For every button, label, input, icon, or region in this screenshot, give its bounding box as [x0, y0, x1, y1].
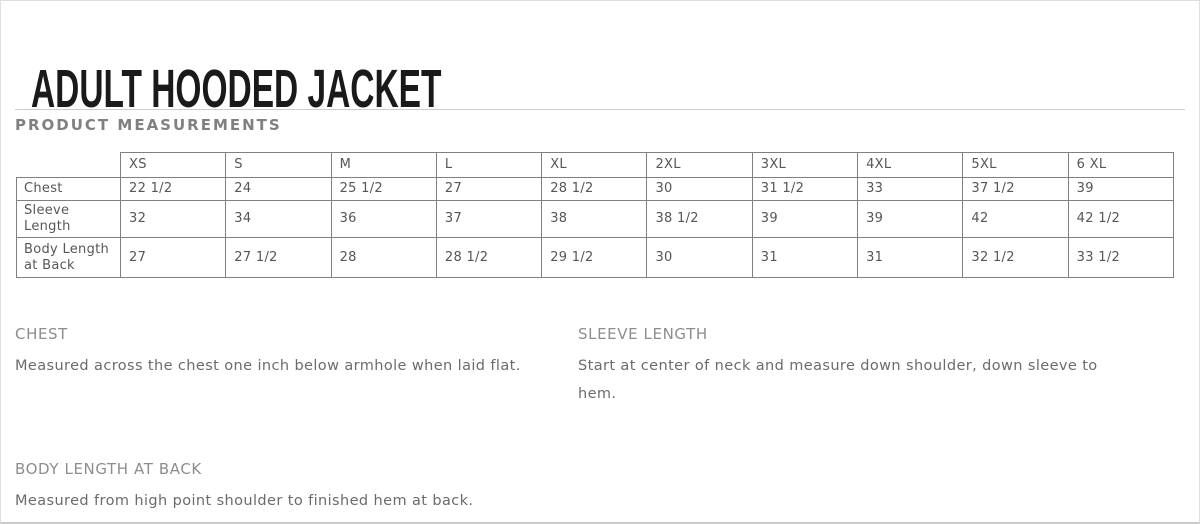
definition-text-chest: Measured across the chest one inch below armhole when laid flat. — [15, 358, 521, 374]
sleeve-value-m: 36 — [331, 201, 436, 238]
table-row-sleeve-length — [17, 201, 1174, 238]
definition-text-sleeve-length: Start at center of neck and measure down shoulder, down sleeve to hem. — [578, 358, 1098, 402]
definition-heading-body-length: BODY LENGTH AT BACK — [15, 460, 202, 478]
body-length-value-3xl: 31 — [752, 238, 857, 278]
chest-value-xs: 22 1/2 — [121, 178, 226, 201]
body-length-value-m: 28 — [331, 238, 436, 278]
size-header-5xl: 5XL — [963, 153, 1068, 178]
definition-body-length — [15, 460, 578, 515]
chest-value-l: 27 — [436, 178, 541, 201]
body-length-value-4xl: 31 — [858, 238, 963, 278]
sleeve-value-5xl: 42 — [963, 201, 1068, 238]
table-row-chest — [17, 178, 1174, 201]
chest-value-5xl: 37 1/2 — [963, 178, 1068, 201]
size-header-s: S — [226, 153, 331, 178]
sleeve-value-4xl: 39 — [858, 201, 963, 238]
table-corner-cell — [17, 153, 121, 178]
table-header-row — [17, 153, 1174, 178]
chest-value-xl: 28 1/2 — [542, 178, 647, 201]
definition-heading-sleeve-length: SLEEVE LENGTH — [578, 325, 708, 343]
sleeve-value-l: 37 — [436, 201, 541, 238]
body-length-value-xl: 29 1/2 — [542, 238, 647, 278]
sleeve-value-xs: 32 — [121, 201, 226, 238]
definition-sleeve-length — [578, 325, 1185, 408]
definition-chest — [15, 325, 578, 408]
chest-value-6xl: 39 — [1068, 178, 1173, 201]
definitions-empty-cell — [578, 408, 1185, 515]
body-length-value-s: 27 1/2 — [226, 238, 331, 278]
sleeve-value-3xl: 39 — [752, 201, 857, 238]
size-header-l: L — [436, 153, 541, 178]
sleeve-value-xl: 38 — [542, 201, 647, 238]
measurements-table — [16, 152, 1174, 278]
page-header — [31, 27, 1199, 120]
definition-text-body-length: Measured from high point shoulder to finished hem at back. — [15, 493, 474, 509]
chest-value-m: 25 1/2 — [331, 178, 436, 201]
size-header-m: M — [331, 153, 436, 178]
body-length-value-xs: 27 — [121, 238, 226, 278]
size-header-xl: XL — [542, 153, 647, 178]
body-length-value-6xl: 33 1/2 — [1068, 238, 1173, 278]
chest-value-s: 24 — [226, 178, 331, 201]
size-header-6xl: 6 XL — [1068, 153, 1173, 178]
sleeve-value-s: 34 — [226, 201, 331, 238]
size-header-3xl: 3XL — [752, 153, 857, 178]
size-header-xs: XS — [121, 153, 226, 178]
sleeve-value-6xl: 42 1/2 — [1068, 201, 1173, 238]
page-title: ADULT HOODED JACKET — [31, 59, 442, 120]
section-title-product-measurements: PRODUCT MEASUREMENTS — [15, 116, 282, 134]
size-header-2xl: 2XL — [647, 153, 752, 178]
body-length-value-l: 28 1/2 — [436, 238, 541, 278]
sleeve-value-2xl: 38 1/2 — [647, 201, 752, 238]
table-row-body-length — [17, 238, 1174, 278]
definition-heading-chest: CHEST — [15, 325, 68, 343]
measurement-definitions — [15, 325, 1185, 515]
size-header-4xl: 4XL — [858, 153, 963, 178]
body-length-value-2xl: 30 — [647, 238, 752, 278]
chest-value-2xl: 30 — [647, 178, 752, 201]
chest-value-3xl: 31 1/2 — [752, 178, 857, 201]
body-length-value-5xl: 32 1/2 — [963, 238, 1068, 278]
row-label-body-length: Body Length at Back — [17, 238, 121, 278]
row-label-sleeve-length: Sleeve Length — [17, 201, 121, 238]
chest-value-4xl: 33 — [858, 178, 963, 201]
row-label-chest: Chest — [17, 178, 121, 201]
